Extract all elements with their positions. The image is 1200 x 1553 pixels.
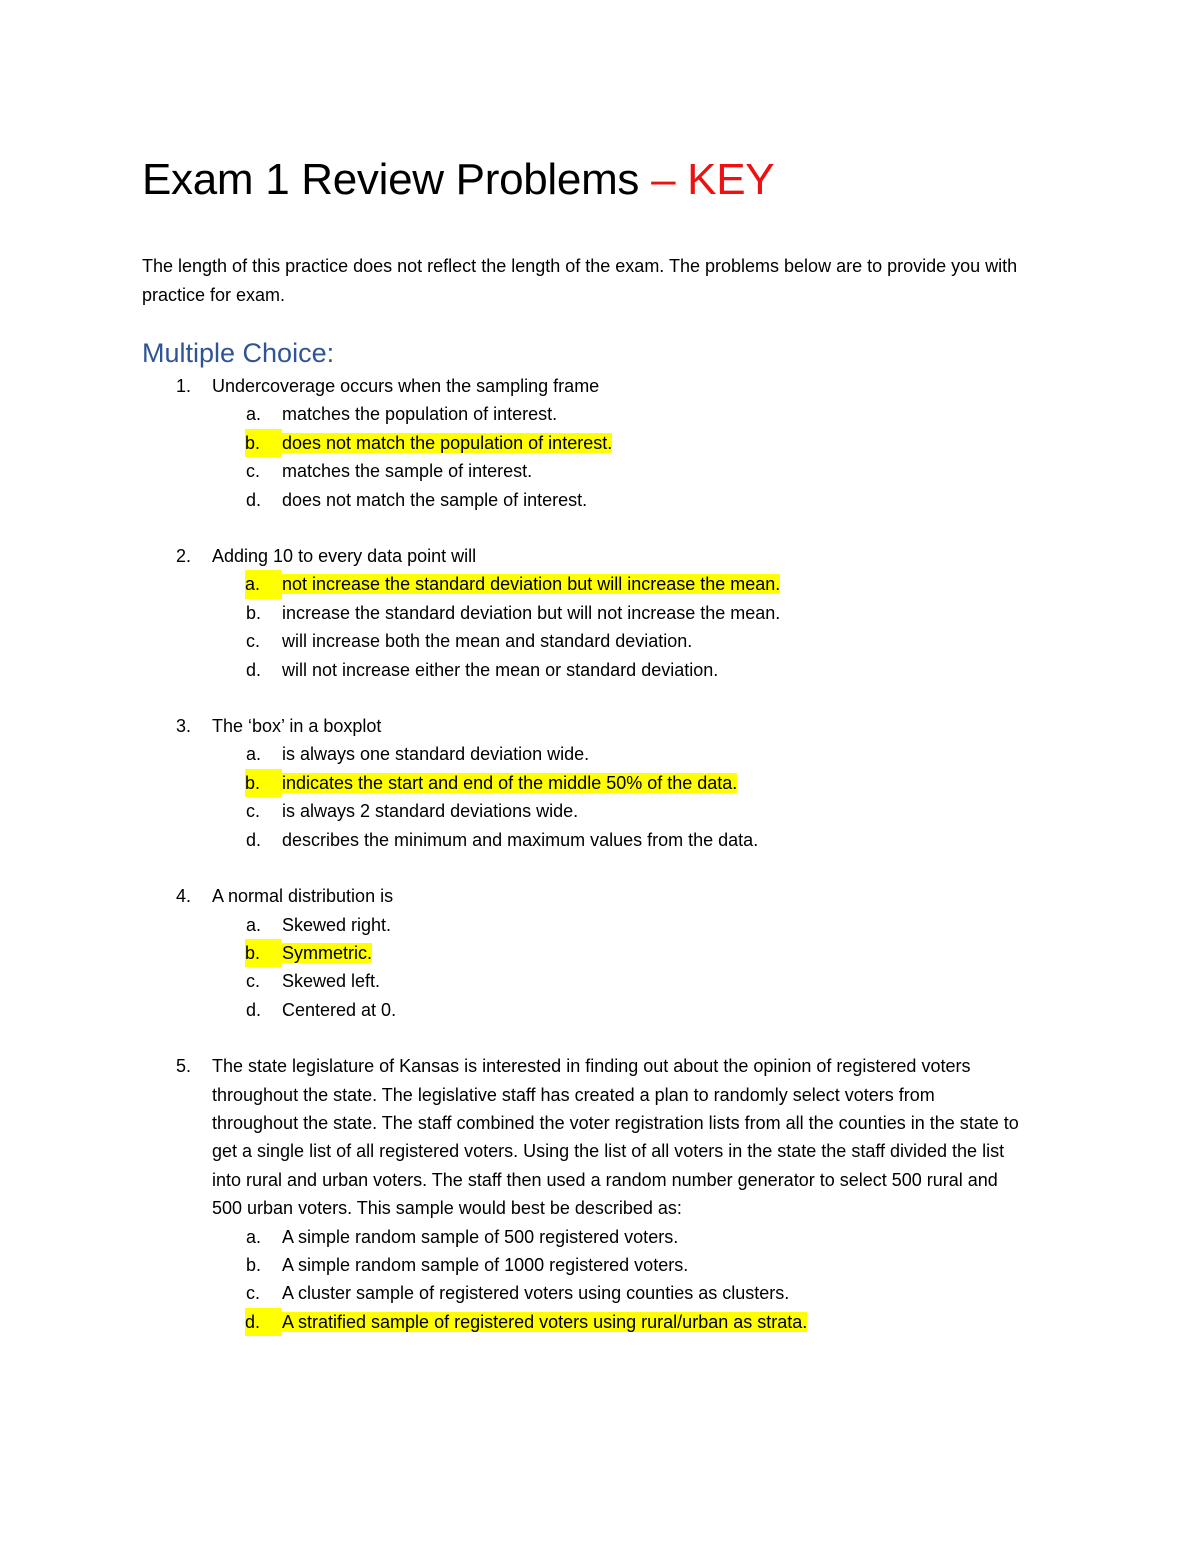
question-3 (142, 712, 1062, 854)
answer-choice (142, 627, 1062, 655)
title-dash: – (651, 155, 676, 204)
choice-text: not increase the standard deviation but will increase the mean. (282, 574, 781, 595)
choice-letter: a. (246, 744, 262, 765)
title-key: KEY (687, 155, 775, 204)
answer-choice (142, 996, 1062, 1024)
question-stem (142, 372, 1062, 400)
answer-choice (142, 457, 1062, 485)
answer-choice (142, 826, 1062, 854)
choice-letter: a. (246, 404, 262, 425)
answer-choice (142, 599, 1062, 627)
choice-letter: c. (246, 461, 261, 482)
question-number: 4. (176, 886, 192, 907)
choice-letter: d. (246, 659, 262, 680)
question-stem (142, 542, 1062, 570)
answer-choice (142, 400, 1062, 428)
choice-letter: b. (245, 429, 282, 457)
choice-text: does not match the population of interest. (282, 432, 613, 453)
question-text: A normal distribution is (212, 886, 394, 907)
question-list (142, 372, 1062, 1364)
title-main: Exam 1 Review Problems (142, 155, 640, 204)
choice-text: describes the minimum and maximum values from the data. (282, 829, 759, 850)
question-2 (142, 542, 1062, 684)
choice-letter: b. (246, 602, 262, 623)
answer-choice (142, 656, 1062, 684)
choice-letter: b. (246, 1254, 262, 1275)
section-heading: Multiple Choice: (142, 338, 335, 368)
choice-list (142, 570, 1062, 684)
choice-text: will increase both the mean and standard deviation. (282, 631, 693, 652)
choice-list (142, 1223, 1062, 1337)
answer-choice (142, 1279, 1062, 1307)
choice-letter: d. (245, 1308, 282, 1336)
answer-choice (142, 797, 1062, 825)
answer-choice (142, 1251, 1062, 1279)
choice-letter: d. (246, 829, 262, 850)
choice-text: A simple random sample of 1000 registered voters. (282, 1254, 689, 1275)
answer-choice-highlighted (142, 429, 1062, 457)
choice-text: Symmetric. (282, 942, 372, 963)
question-stem (142, 712, 1062, 740)
question-text: Undercoverage occurs when the sampling frame (212, 376, 600, 396)
answer-choice (142, 1223, 1062, 1251)
choice-text: indicates the start and end of the middle 50% of the data. (282, 772, 738, 793)
answer-choice (142, 486, 1062, 514)
question-stem (142, 882, 1062, 910)
choice-letter: c. (246, 801, 261, 822)
answer-choice-highlighted (142, 769, 1062, 797)
choice-text: is always 2 standard deviations wide. (282, 801, 579, 822)
choice-list (142, 400, 1062, 514)
question-number: 3. (176, 716, 192, 737)
question-5 (142, 1052, 1062, 1336)
choice-list (142, 740, 1062, 854)
question-text: The state legislature of Kansas is interested in finding out about the opinion of registered voters throughout the state. The legislative staff has created a plan to randomly select voters from throughout the state. The staff combined the voter registration lists from all the counties in the state to get a single list of all registered voters. Using the list of all voters in the state the staff divided the list into rural and urban voters. The staff then used a random number generator to select 500 rural and 500 urban voters. This sample would best be described as: (212, 1056, 1019, 1219)
choice-text: is always one standard deviation wide. (282, 744, 590, 765)
page-title (142, 150, 774, 210)
question-1 (142, 372, 1062, 514)
question-4 (142, 882, 1062, 1024)
choice-letter: c. (246, 971, 261, 992)
choice-text: A cluster sample of registered voters using counties as clusters. (282, 1283, 790, 1304)
choice-text: A simple random sample of 500 registered voters. (282, 1226, 679, 1247)
answer-choice (142, 740, 1062, 768)
choice-letter: c. (246, 1283, 261, 1304)
question-number: 5. (176, 1056, 192, 1077)
choice-list (142, 911, 1062, 1025)
question-number: 1. (176, 376, 192, 396)
choice-letter: a. (246, 1226, 262, 1247)
question-text: Adding 10 to every data point will (212, 546, 477, 567)
choice-text: matches the sample of interest. (282, 461, 533, 482)
choice-text: matches the population of interest. (282, 404, 558, 425)
choice-text: Centered at 0. (282, 999, 397, 1020)
choice-text: Skewed left. (282, 971, 381, 992)
choice-letter: d. (246, 999, 262, 1020)
question-number: 2. (176, 546, 192, 567)
answer-choice-highlighted (142, 1308, 1062, 1336)
choice-letter: b. (245, 769, 282, 797)
choice-text: A stratified sample of registered voters using rural/urban as strata. (282, 1311, 808, 1332)
choice-text: will not increase either the mean or standard deviation. (282, 659, 719, 680)
choice-text: does not match the sample of interest. (282, 489, 588, 510)
choice-letter: d. (246, 489, 262, 510)
answer-choice-highlighted (142, 570, 1062, 598)
answer-choice (142, 967, 1062, 995)
answer-choice (142, 911, 1062, 939)
choice-text: increase the standard deviation but will not increase the mean. (282, 602, 781, 623)
choice-letter: c. (246, 631, 261, 652)
answer-choice-highlighted (142, 939, 1062, 967)
choice-letter: b. (245, 939, 282, 967)
choice-text: Skewed right. (282, 914, 392, 935)
intro-paragraph: The length of this practice does not reflect the length of the exam. The problems below are to provide you with practice for exam. (142, 256, 1018, 305)
choice-letter: a. (246, 914, 262, 935)
choice-letter: a. (245, 570, 282, 598)
question-text: The ‘box’ in a boxplot (212, 716, 382, 737)
question-stem (142, 1052, 1062, 1222)
